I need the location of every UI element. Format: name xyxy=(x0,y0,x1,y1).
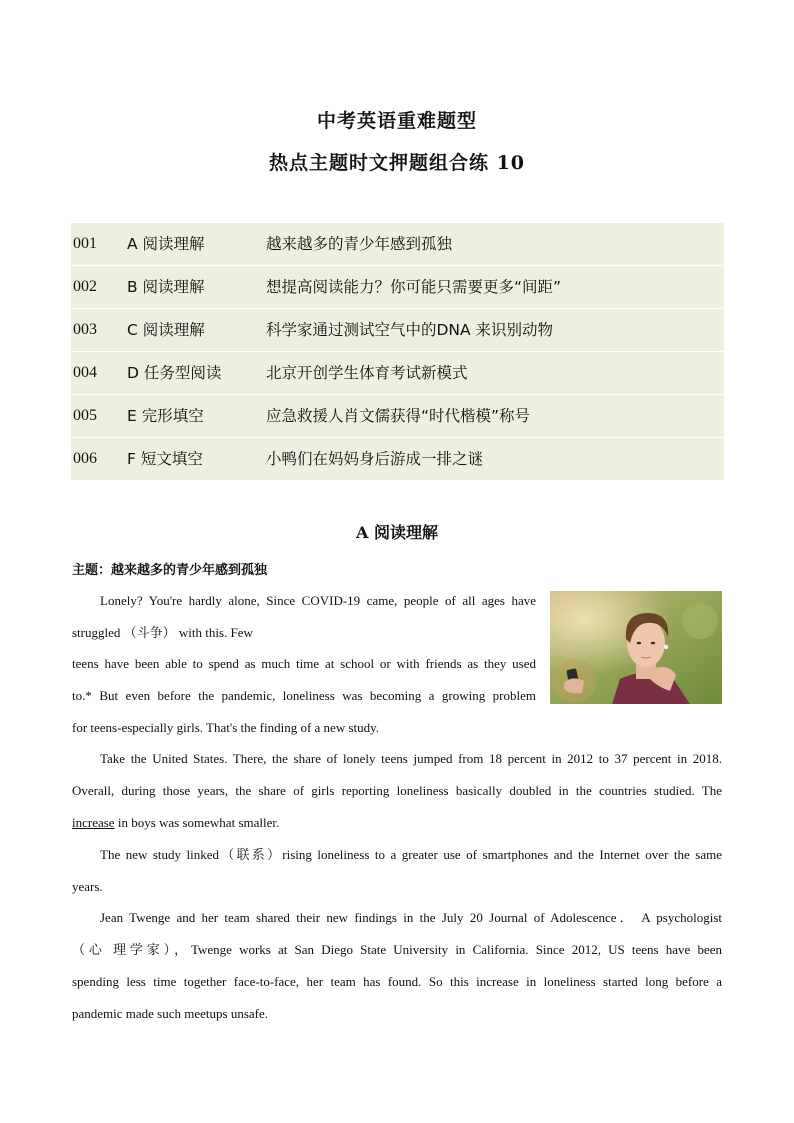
toc-section: D 任务型阅读 xyxy=(127,364,222,382)
toc-row xyxy=(71,223,724,266)
article-line: struggled （斗争） with this. Few xyxy=(72,625,253,640)
article-line: for teens-especially girls. That's the finding of a new study. xyxy=(72,720,380,735)
toc-number: 003 xyxy=(73,321,97,338)
toc-number: 002 xyxy=(73,278,97,295)
toc-section: A 阅读理解 xyxy=(127,235,205,253)
toc-title: 应急救援人肖文儒获得“时代楷模”称号 xyxy=(266,407,531,425)
document-subtitle: 热点主题时文押题组合练 10 xyxy=(268,152,526,174)
article-line: teens have been able to spend as much time at school or with friends as they used xyxy=(72,656,536,671)
article-line: The new study linked（联系）rising loneliness to a greater use of smartphones and the Internet over the same xyxy=(100,847,722,862)
article-line: pandemic made such meetups unsafe. xyxy=(72,1006,269,1021)
article-line: years. xyxy=(72,879,103,894)
teen-photo xyxy=(550,591,722,704)
toc-number: 004 xyxy=(73,364,97,381)
toc-title: 北京开创学生体育考试新模式 xyxy=(266,364,468,382)
underlined-word: increase xyxy=(72,815,115,830)
article-line xyxy=(72,814,279,832)
section-heading: A 阅读理解 xyxy=(356,523,438,542)
article-line: Overall, during those years, the share of girls reporting loneliness basically doubled in the countries studied. The xyxy=(72,783,722,798)
toc-row xyxy=(71,266,724,309)
toc-number: 001 xyxy=(73,235,97,252)
article-line-end: in boys was somewhat smaller. xyxy=(114,815,280,830)
article-line: （心 理学家），Twenge works at San Diego State University in California. Since 2012, US teens have been xyxy=(72,942,722,957)
article-line: spending less time together face-to-face, her team has found. So this increase in loneliness started long before a xyxy=(72,974,722,989)
toc-number: 005 xyxy=(73,407,97,424)
document-title: 中考英语重难题型 xyxy=(316,110,477,132)
toc-row xyxy=(71,309,724,352)
table-of-contents xyxy=(71,223,724,480)
article-line: Lonely? You're hardly alone, Since COVID-19 came, people of all ages have xyxy=(100,593,536,608)
toc-row xyxy=(71,352,724,395)
toc-number: 006 xyxy=(73,450,97,467)
toc-section: B 阅读理解 xyxy=(127,278,205,296)
toc-title: 小鸭们在妈妈身后游成一排之谜 xyxy=(266,450,484,468)
toc-title: 想提高阅读能力？你可能只需要更多“间距” xyxy=(266,278,562,296)
topic-line: 主题：越来越多的青少年感到孤独 xyxy=(72,563,268,578)
toc-section: E 完形填空 xyxy=(127,407,204,425)
article-line: Jean Twenge and her team shared their new findings in the July 20 Journal of Adolescence． A psychologist xyxy=(100,910,722,925)
article-line: Take the United States. There, the share of lonely teens jumped from 18 percent in 2012 to 37 percent in 2018. xyxy=(100,751,722,766)
toc-row xyxy=(71,395,724,438)
toc-title: 科学家通过测试空气中的DNA 来识别动物 xyxy=(266,321,554,339)
article-line: to.* But even before the pandemic, loneliness was becoming a growing problem xyxy=(72,688,536,703)
toc-row xyxy=(71,438,724,480)
toc-title: 越来越多的青少年感到孤独 xyxy=(266,235,453,253)
toc-section: C 阅读理解 xyxy=(127,321,205,339)
toc-section: F 短文填空 xyxy=(127,450,203,468)
